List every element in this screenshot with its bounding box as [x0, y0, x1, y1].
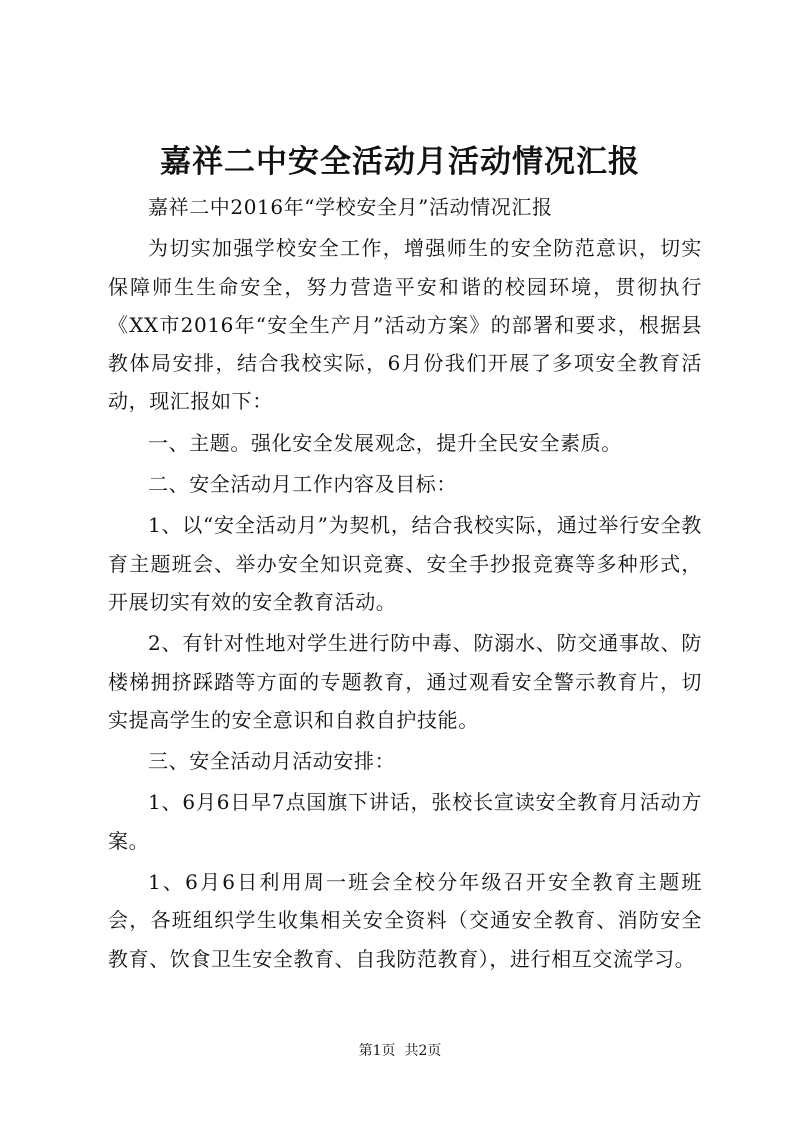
page-number: 第1页 [358, 1043, 396, 1059]
document-body [108, 188, 702, 978]
paragraph-schedule-two: 1、6月6日利用周一班会全校分年级召开安全教育主题班会，各班组织学生收集相关安全资料（交通安全教育、消防安全教育、饮食卫生安全教育、自我防范教育），进行相互交流学习。 [108, 870, 702, 971]
paragraph-subtitle: 嘉祥二中2016年“学校安全月”活动情况汇报 [148, 195, 553, 219]
paragraph-item-one: 1、以“安全活动月”为契机，结合我校实际，通过举行安全教育主题班会、举办安全知识竞赛、安全手抄报竞赛等多种形式，开展切实有效的安全教育活动。 [108, 513, 702, 614]
document-title: 嘉祥二中安全活动月活动情况汇报 [160, 144, 640, 180]
paragraph-schedule-one: 1、6月6日早7点国旗下讲话，张校长宣读安全教育月活动方案。 [108, 790, 702, 853]
paragraph-section-three-heading: 三、安全活动月活动安排： [148, 749, 396, 774]
page-footer [0, 1041, 800, 1061]
paragraph-theme: 一、主题。强化安全发展观念，提升全民安全素质。 [148, 430, 622, 455]
paragraph-item-two: 2、有针对性地对学生进行防中毒、防溺水、防交通事故、防楼梯拥挤踩踏等方面的专题教育，通过观看安全警示教育片，切实提高学生的安全意识和自救自护技能。 [108, 631, 702, 732]
page-total: 共2页 [404, 1043, 442, 1059]
paragraph-intro: 为切实加强学校安全工作，增强师生的安全防范意识，切实保障师生生命安全，努力营造平安和谐的校园环境，贯彻执行《XX市2016年“安全生产月”活动方案》的部署和要求，根据县教体局安排，结合我校实际，6月份我们开展了多项安全教育活动，现汇报如下： [108, 236, 702, 414]
paragraph-section-two-heading: 二、安全活动月工作内容及目标： [148, 472, 457, 497]
